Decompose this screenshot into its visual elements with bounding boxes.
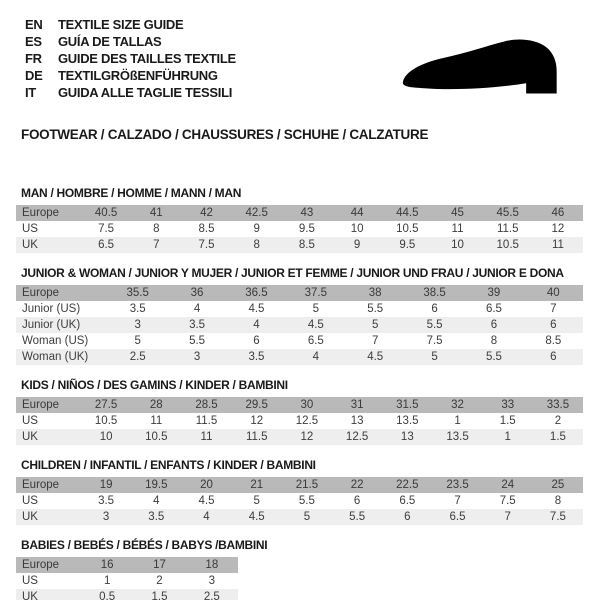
size-cell: 3.5 (129, 303, 146, 315)
size-cell: 8.5 (545, 335, 562, 347)
table-row (16, 573, 238, 589)
size-cell: 12 (300, 431, 314, 443)
section-title-children: CHILDREN / INFANTIL / ENFANTS / KINDER / BAMBINI (21, 458, 316, 472)
size-cell: 2 (554, 415, 562, 427)
size-section-children (16, 459, 583, 525)
size-cell: 5 (253, 495, 260, 507)
size-cell: 6.5 (449, 511, 466, 523)
size-cell: 1 (103, 575, 111, 587)
size-cell: 5 (371, 319, 379, 331)
size-cell: 7 (504, 511, 511, 523)
size-table-junior-woman (16, 285, 583, 365)
row-label: UK (22, 239, 38, 251)
size-cell: 38.5 (423, 287, 446, 299)
size-cell: 10 (99, 431, 113, 443)
table-row (16, 429, 583, 445)
size-cell: 9 (253, 223, 260, 235)
size-cell: 9.5 (298, 223, 315, 235)
size-section-babies (16, 539, 583, 600)
size-table-children (16, 477, 583, 525)
size-cell: 10.5 (496, 239, 519, 251)
size-tables (16, 187, 583, 600)
size-cell: 33.5 (546, 399, 570, 411)
size-cell: 20 (200, 479, 213, 491)
size-cell: 19 (99, 479, 113, 491)
table-row (16, 317, 583, 333)
table-row (16, 221, 583, 237)
size-cell: 11.5 (245, 431, 268, 443)
size-cell: 3 (193, 351, 201, 363)
size-cell: 3.5 (248, 351, 265, 363)
size-cell: 43 (300, 207, 314, 219)
size-cell: 6 (253, 335, 260, 347)
size-cell: 7 (153, 239, 160, 251)
size-cell: 2 (156, 575, 163, 587)
size-cell: 9.5 (399, 239, 416, 251)
size-cell: 8 (490, 335, 498, 347)
size-cell: 4 (153, 495, 160, 507)
size-cell: 12 (250, 415, 264, 427)
size-cell: 11 (150, 415, 163, 427)
size-cell: 10 (350, 223, 364, 235)
size-table-kids (16, 397, 583, 445)
size-cell: 1 (504, 431, 511, 443)
size-cell: 8 (153, 223, 160, 235)
size-cell: 8 (554, 495, 562, 507)
table-row (16, 509, 583, 525)
size-cell: 39 (487, 287, 501, 299)
size-cell: 13.5 (396, 415, 419, 427)
size-cell: 1.5 (499, 415, 516, 427)
size-cell: 1.5 (151, 591, 168, 600)
size-cell: 3.5 (189, 319, 206, 331)
size-cell: 45.5 (496, 207, 519, 219)
size-cell: 4 (253, 319, 260, 331)
row-label: Europe (22, 479, 60, 491)
size-cell: 6.5 (307, 335, 324, 347)
size-cell: 4 (193, 303, 201, 315)
size-cell: 7 (371, 335, 379, 347)
size-cell: 2.5 (203, 591, 220, 600)
section-title-man: MAN / HOMBRE / HOMME / MANN / MAN (21, 186, 242, 200)
size-cell: 28.5 (195, 399, 218, 411)
size-cell: 7.5 (198, 239, 215, 251)
size-cell: 30 (300, 399, 314, 411)
size-cell: 3 (208, 575, 216, 587)
size-cell: 4 (203, 511, 210, 523)
row-label: US (22, 575, 38, 587)
size-cell: 16 (100, 559, 114, 571)
size-cell: 3.5 (148, 511, 165, 523)
size-cell: 3 (134, 319, 141, 331)
size-cell: 5.5 (485, 351, 502, 363)
size-cell: 5.5 (189, 335, 206, 347)
row-label: US (22, 223, 38, 235)
row-label: Europe (22, 559, 60, 571)
size-cell: 6 (490, 319, 498, 331)
size-cell: 6.5 (485, 303, 502, 315)
size-cell: 4.5 (367, 351, 384, 363)
language-code: IT (25, 85, 36, 100)
size-cell: 19.5 (145, 479, 168, 491)
size-cell: 28 (149, 399, 163, 411)
row-label: US (22, 495, 38, 507)
size-cell: 6 (431, 303, 438, 315)
size-cell: 45 (451, 207, 464, 219)
size-cell: 22.5 (396, 479, 419, 491)
table-row (16, 237, 583, 253)
size-cell: 4.5 (248, 511, 265, 523)
language-code: ES (25, 34, 42, 49)
table-row (16, 397, 583, 413)
size-cell: 44 (350, 207, 364, 219)
size-cell: 5.5 (426, 319, 443, 331)
size-table-babies (16, 557, 238, 600)
size-cell: 6 (353, 495, 361, 507)
size-cell: 5.5 (349, 511, 366, 523)
row-label: US (22, 415, 38, 427)
row-label: UK (22, 511, 38, 523)
size-cell: 38 (368, 287, 382, 299)
size-cell: 8 (253, 239, 260, 251)
size-cell: 24 (501, 479, 515, 491)
size-cell: 31 (350, 399, 364, 411)
table-row (16, 333, 583, 349)
size-cell: 22 (350, 479, 364, 491)
size-cell: 10 (451, 239, 464, 251)
size-cell: 10.5 (396, 223, 419, 235)
size-cell: 36 (190, 287, 204, 299)
size-cell: 42 (200, 207, 213, 219)
size-cell: 40 (546, 287, 560, 299)
size-cell: 1 (454, 415, 461, 427)
row-label: Europe (22, 207, 60, 219)
dress-shoe-icon (398, 36, 576, 98)
size-cell: 5.5 (367, 303, 384, 315)
size-cell: 13 (400, 431, 414, 443)
section-title-babies: BABIES / BEBÉS / BÉBÉS / BABYS /BAMBINI (21, 538, 268, 552)
size-cell: 7 (550, 303, 557, 315)
size-cell: 41 (149, 207, 163, 219)
row-label: Woman (UK) (22, 351, 89, 363)
language-label: GUIDA ALLE TAGLIE TESSILI (58, 85, 233, 100)
size-cell: 7.5 (426, 335, 443, 347)
language-row-en (25, 16, 583, 33)
table-row (16, 477, 583, 493)
row-label: Europe (22, 399, 60, 411)
table-row (16, 493, 583, 509)
size-cell: 13 (350, 415, 364, 427)
size-section-man (16, 187, 583, 253)
size-cell: 6.5 (98, 239, 115, 251)
table-row (16, 285, 583, 301)
size-cell: 10.5 (94, 415, 118, 427)
size-cell: 37.5 (304, 287, 327, 299)
size-cell: 7.5 (499, 495, 516, 507)
size-cell: 0.5 (99, 591, 116, 600)
size-cell: 4.5 (248, 303, 265, 315)
size-cell: 1.5 (549, 431, 566, 443)
row-label: UK (22, 431, 38, 443)
section-title-kids: KIDS / NIÑOS / DES GAMINS / KINDER / BAMBINI (21, 378, 288, 392)
language-label: TEXTILGRÖßENFÜHRUNG (58, 68, 218, 83)
row-label: UK (22, 591, 38, 600)
size-cell: 3.5 (98, 495, 115, 507)
size-cell: 7.5 (549, 511, 566, 523)
size-cell: 17 (153, 559, 166, 571)
size-cell: 36.5 (245, 287, 268, 299)
row-label: Junior (UK) (22, 319, 81, 331)
size-cell: 12.5 (295, 415, 319, 427)
size-cell: 23.5 (446, 479, 469, 491)
size-cell: 33 (501, 399, 515, 411)
size-cell: 11 (551, 239, 564, 251)
size-cell: 11.5 (496, 223, 519, 235)
size-table-man (16, 205, 583, 253)
size-cell: 25 (551, 479, 565, 491)
row-label: Junior (US) (22, 303, 81, 315)
size-cell: 27.5 (94, 399, 118, 411)
language-code: EN (25, 17, 43, 32)
size-cell: 4 (312, 351, 320, 363)
size-section-kids (16, 379, 583, 445)
size-cell: 21 (250, 479, 264, 491)
size-cell: 40.5 (94, 207, 118, 219)
size-cell: 2.5 (129, 351, 146, 363)
size-section-junior-woman (16, 267, 583, 365)
section-title-junior-woman: JUNIOR & WOMAN / JUNIOR Y MUJER / JUNIOR ET FEMME / JUNIOR UND FRAU / JUNIOR E DONA (21, 266, 564, 280)
size-cell: 5 (134, 335, 141, 347)
size-cell: 7.5 (98, 223, 115, 235)
table-row (16, 205, 583, 221)
size-cell: 5 (312, 303, 320, 315)
size-cell: 46 (551, 207, 565, 219)
size-cell: 8.5 (298, 239, 315, 251)
language-label: GUÍA DE TALLAS (58, 34, 162, 49)
page-header (16, 16, 583, 113)
size-cell: 13.5 (446, 431, 469, 443)
category-title: FOOTWEAR / CALZADO / CHAUSSURES / SCHUHE / CALZATURE (21, 127, 429, 142)
size-cell: 11 (200, 431, 213, 443)
size-cell: 6 (550, 351, 557, 363)
size-cell: 42.5 (245, 207, 268, 219)
size-cell: 12.5 (345, 431, 369, 443)
size-cell: 6 (550, 319, 557, 331)
language-label: GUIDE DES TAILLES TEXTILE (58, 51, 236, 66)
size-cell: 44.5 (396, 207, 419, 219)
size-cell: 4.5 (198, 495, 215, 507)
size-cell: 3 (102, 511, 110, 523)
size-cell: 32 (451, 399, 464, 411)
size-cell: 35.5 (126, 287, 149, 299)
row-label: Europe (22, 287, 60, 299)
size-cell: 6 (404, 511, 411, 523)
size-cell: 12 (551, 223, 565, 235)
language-label: TEXTILE SIZE GUIDE (58, 17, 184, 32)
table-row (16, 301, 583, 317)
size-cell: 9 (353, 239, 361, 251)
size-cell: 11 (451, 223, 464, 235)
size-cell: 7 (454, 495, 461, 507)
size-cell: 6.5 (399, 495, 416, 507)
size-cell: 21.5 (295, 479, 319, 491)
table-row (16, 589, 238, 600)
size-cell: 31.5 (396, 399, 419, 411)
table-row (16, 413, 583, 429)
language-code: FR (25, 51, 42, 66)
size-cell: 10.5 (145, 431, 168, 443)
size-cell: 5.5 (298, 495, 315, 507)
size-cell: 5 (431, 351, 438, 363)
language-code: DE (25, 68, 43, 83)
size-cell: 5 (303, 511, 311, 523)
table-row (16, 349, 583, 365)
size-cell: 29.5 (245, 399, 268, 411)
table-row (16, 557, 238, 573)
size-cell: 11.5 (195, 415, 218, 427)
row-label: Woman (US) (22, 335, 89, 347)
size-cell: 18 (205, 559, 219, 571)
size-cell: 8.5 (198, 223, 215, 235)
size-cell: 4.5 (307, 319, 324, 331)
